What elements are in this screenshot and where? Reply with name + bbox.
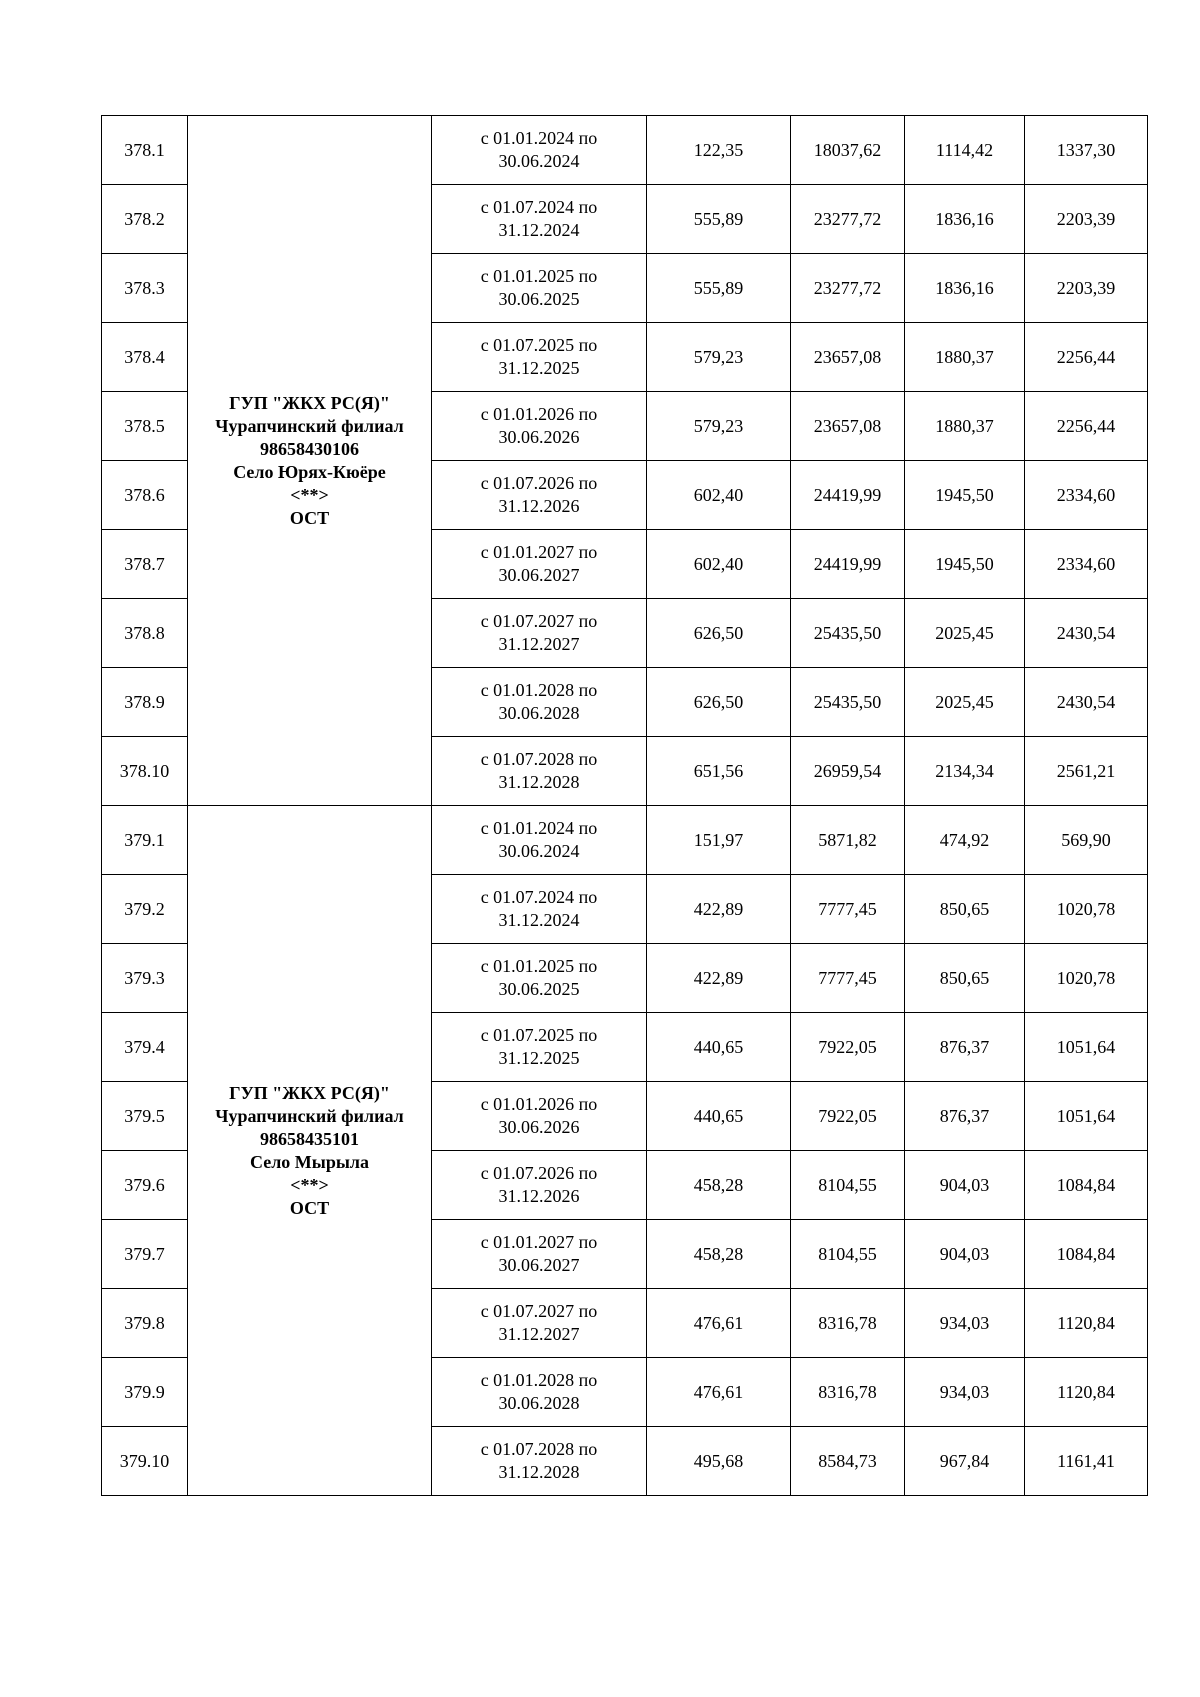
period-from: с 01.01.2024 по bbox=[480, 128, 598, 148]
value-col-4: 569,90 bbox=[1025, 806, 1148, 875]
value-col-3: 876,37 bbox=[905, 1013, 1025, 1082]
row-number: 379.8 bbox=[102, 1289, 188, 1358]
row-number: 378.3 bbox=[102, 254, 188, 323]
period-to: 31.12.2025 bbox=[498, 358, 580, 378]
value-col-3: 1945,50 bbox=[905, 461, 1025, 530]
value-col-1: 626,50 bbox=[647, 599, 791, 668]
value-col-1: 476,61 bbox=[647, 1358, 791, 1427]
period-to: 31.12.2026 bbox=[498, 1186, 580, 1206]
value-col-4: 2334,60 bbox=[1025, 461, 1148, 530]
value-col-2: 8316,78 bbox=[791, 1358, 905, 1427]
value-col-4: 1084,84 bbox=[1025, 1151, 1148, 1220]
period-cell bbox=[432, 875, 647, 944]
value-col-1: 122,35 bbox=[647, 116, 791, 185]
period-from: с 01.07.2024 по bbox=[480, 887, 598, 907]
value-col-3: 1836,16 bbox=[905, 254, 1025, 323]
value-col-1: 458,28 bbox=[647, 1151, 791, 1220]
value-col-2: 24419,99 bbox=[791, 461, 905, 530]
period-cell bbox=[432, 806, 647, 875]
value-col-3: 474,92 bbox=[905, 806, 1025, 875]
period-to: 30.06.2028 bbox=[498, 1393, 580, 1413]
value-col-3: 2025,45 bbox=[905, 599, 1025, 668]
value-col-1: 422,89 bbox=[647, 944, 791, 1013]
value-col-2: 8104,55 bbox=[791, 1151, 905, 1220]
value-col-2: 8316,78 bbox=[791, 1289, 905, 1358]
value-col-4: 1051,64 bbox=[1025, 1082, 1148, 1151]
organization-line2: Чурапчинский филиал bbox=[215, 415, 404, 436]
value-col-2: 25435,50 bbox=[791, 599, 905, 668]
period-from: с 01.07.2025 по bbox=[480, 335, 598, 355]
period-from: с 01.01.2027 по bbox=[480, 1232, 598, 1252]
period-from: с 01.01.2027 по bbox=[480, 542, 598, 562]
period-from: с 01.01.2025 по bbox=[480, 956, 598, 976]
value-col-1: 422,89 bbox=[647, 875, 791, 944]
value-col-1: 555,89 bbox=[647, 185, 791, 254]
value-col-3: 1945,50 bbox=[905, 530, 1025, 599]
period-to: 30.06.2025 bbox=[498, 289, 580, 309]
period-to: 30.06.2024 bbox=[498, 841, 580, 861]
period-to: 30.06.2027 bbox=[498, 565, 580, 585]
value-col-2: 18037,62 bbox=[791, 116, 905, 185]
period-to: 31.12.2027 bbox=[498, 1324, 580, 1344]
period-from: с 01.07.2026 по bbox=[480, 473, 598, 493]
period-from: с 01.07.2028 по bbox=[480, 749, 598, 769]
period-to: 31.12.2024 bbox=[498, 910, 580, 930]
period-from: с 01.07.2027 по bbox=[480, 1301, 598, 1321]
period-to: 31.12.2025 bbox=[498, 1048, 580, 1068]
period-cell bbox=[432, 461, 647, 530]
organization-line5: <**> bbox=[290, 1174, 329, 1195]
value-col-4: 2430,54 bbox=[1025, 599, 1148, 668]
period-from: с 01.01.2026 по bbox=[480, 404, 598, 424]
value-col-3: 850,65 bbox=[905, 875, 1025, 944]
value-col-4: 2256,44 bbox=[1025, 323, 1148, 392]
value-col-3: 904,03 bbox=[905, 1151, 1025, 1220]
period-cell bbox=[432, 1358, 647, 1427]
period-to: 31.12.2028 bbox=[498, 772, 580, 792]
value-col-4: 1120,84 bbox=[1025, 1289, 1148, 1358]
period-cell bbox=[432, 944, 647, 1013]
value-col-3: 876,37 bbox=[905, 1082, 1025, 1151]
value-col-3: 2025,45 bbox=[905, 668, 1025, 737]
organization-line3: 98658435101 bbox=[260, 1128, 359, 1149]
value-col-2: 8104,55 bbox=[791, 1220, 905, 1289]
value-col-1: 602,40 bbox=[647, 461, 791, 530]
period-to: 30.06.2028 bbox=[498, 703, 580, 723]
period-cell bbox=[432, 1220, 647, 1289]
value-col-2: 7777,45 bbox=[791, 944, 905, 1013]
row-number: 378.10 bbox=[102, 737, 188, 806]
value-col-4: 1337,30 bbox=[1025, 116, 1148, 185]
value-col-1: 602,40 bbox=[647, 530, 791, 599]
value-col-4: 1051,64 bbox=[1025, 1013, 1148, 1082]
organization-line6: ОСТ bbox=[289, 507, 330, 528]
value-col-1: 651,56 bbox=[647, 737, 791, 806]
period-from: с 01.07.2028 по bbox=[480, 1439, 598, 1459]
tariff-table bbox=[101, 115, 1148, 1496]
organization-line5: <**> bbox=[290, 484, 329, 505]
row-number: 378.2 bbox=[102, 185, 188, 254]
value-col-1: 440,65 bbox=[647, 1013, 791, 1082]
period-to: 30.06.2024 bbox=[498, 151, 580, 171]
organization-line2: Чурапчинский филиал bbox=[215, 1105, 404, 1126]
row-number: 378.6 bbox=[102, 461, 188, 530]
value-col-2: 25435,50 bbox=[791, 668, 905, 737]
row-number: 379.1 bbox=[102, 806, 188, 875]
value-col-2: 5871,82 bbox=[791, 806, 905, 875]
value-col-4: 1020,78 bbox=[1025, 875, 1148, 944]
value-col-3: 1114,42 bbox=[905, 116, 1025, 185]
period-cell bbox=[432, 116, 647, 185]
period-cell bbox=[432, 254, 647, 323]
period-cell bbox=[432, 1427, 647, 1496]
period-cell bbox=[432, 1151, 647, 1220]
organization-line1: ГУП "ЖКХ РС(Я)" bbox=[229, 392, 390, 413]
value-col-2: 8584,73 bbox=[791, 1427, 905, 1496]
value-col-2: 7777,45 bbox=[791, 875, 905, 944]
period-cell bbox=[432, 185, 647, 254]
period-to: 31.12.2024 bbox=[498, 220, 580, 240]
period-cell bbox=[432, 530, 647, 599]
value-col-1: 151,97 bbox=[647, 806, 791, 875]
row-number: 379.2 bbox=[102, 875, 188, 944]
value-col-2: 23657,08 bbox=[791, 323, 905, 392]
value-col-1: 579,23 bbox=[647, 392, 791, 461]
period-to: 31.12.2028 bbox=[498, 1462, 580, 1482]
value-col-3: 967,84 bbox=[905, 1427, 1025, 1496]
value-col-3: 904,03 bbox=[905, 1220, 1025, 1289]
value-col-3: 2134,34 bbox=[905, 737, 1025, 806]
value-col-1: 555,89 bbox=[647, 254, 791, 323]
row-number: 378.4 bbox=[102, 323, 188, 392]
period-from: с 01.07.2025 по bbox=[480, 1025, 598, 1045]
value-col-1: 476,61 bbox=[647, 1289, 791, 1358]
value-col-3: 934,03 bbox=[905, 1358, 1025, 1427]
period-from: с 01.07.2026 по bbox=[480, 1163, 598, 1183]
value-col-2: 23277,72 bbox=[791, 185, 905, 254]
period-cell bbox=[432, 1082, 647, 1151]
organization-line4: Село Мырыла bbox=[249, 1151, 369, 1172]
period-cell bbox=[432, 668, 647, 737]
organization-cell bbox=[188, 806, 432, 1496]
period-to: 30.06.2025 bbox=[498, 979, 580, 999]
value-col-4: 1120,84 bbox=[1025, 1358, 1148, 1427]
value-col-3: 1880,37 bbox=[905, 323, 1025, 392]
organization-line3: 98658430106 bbox=[260, 438, 359, 459]
row-number: 379.5 bbox=[102, 1082, 188, 1151]
period-from: с 01.01.2024 по bbox=[480, 818, 598, 838]
period-from: с 01.01.2025 по bbox=[480, 266, 598, 286]
value-col-4: 1020,78 bbox=[1025, 944, 1148, 1013]
row-number: 379.3 bbox=[102, 944, 188, 1013]
period-from: с 01.07.2027 по bbox=[480, 611, 598, 631]
period-to: 31.12.2027 bbox=[498, 634, 580, 654]
period-from: с 01.01.2028 по bbox=[480, 680, 598, 700]
value-col-1: 495,68 bbox=[647, 1427, 791, 1496]
table-row bbox=[102, 116, 1148, 185]
period-to: 30.06.2026 bbox=[498, 427, 580, 447]
value-col-4: 2203,39 bbox=[1025, 185, 1148, 254]
value-col-4: 2430,54 bbox=[1025, 668, 1148, 737]
table-row bbox=[102, 806, 1148, 875]
value-col-3: 1880,37 bbox=[905, 392, 1025, 461]
organization-line4: Село Юрях-Кюёре bbox=[233, 461, 386, 482]
value-col-1: 458,28 bbox=[647, 1220, 791, 1289]
value-col-3: 1836,16 bbox=[905, 185, 1025, 254]
row-number: 379.10 bbox=[102, 1427, 188, 1496]
value-col-1: 626,50 bbox=[647, 668, 791, 737]
organization-line1: ГУП "ЖКХ РС(Я)" bbox=[229, 1082, 390, 1103]
value-col-3: 934,03 bbox=[905, 1289, 1025, 1358]
value-col-4: 1084,84 bbox=[1025, 1220, 1148, 1289]
row-number: 378.9 bbox=[102, 668, 188, 737]
tariff-table-body bbox=[102, 116, 1148, 1496]
period-from: с 01.01.2026 по bbox=[480, 1094, 598, 1114]
value-col-2: 7922,05 bbox=[791, 1082, 905, 1151]
row-number: 378.8 bbox=[102, 599, 188, 668]
period-from: с 01.07.2024 по bbox=[480, 197, 598, 217]
period-to: 30.06.2026 bbox=[498, 1117, 580, 1137]
value-col-2: 23657,08 bbox=[791, 392, 905, 461]
value-col-4: 2203,39 bbox=[1025, 254, 1148, 323]
value-col-2: 23277,72 bbox=[791, 254, 905, 323]
period-to: 31.12.2026 bbox=[498, 496, 580, 516]
value-col-3: 850,65 bbox=[905, 944, 1025, 1013]
value-col-4: 1161,41 bbox=[1025, 1427, 1148, 1496]
row-number: 379.9 bbox=[102, 1358, 188, 1427]
value-col-2: 7922,05 bbox=[791, 1013, 905, 1082]
period-from: с 01.01.2028 по bbox=[480, 1370, 598, 1390]
period-cell bbox=[432, 1289, 647, 1358]
period-to: 30.06.2027 bbox=[498, 1255, 580, 1275]
value-col-4: 2334,60 bbox=[1025, 530, 1148, 599]
row-number: 379.6 bbox=[102, 1151, 188, 1220]
value-col-4: 2561,21 bbox=[1025, 737, 1148, 806]
row-number: 378.7 bbox=[102, 530, 188, 599]
organization-line6: ОСТ bbox=[289, 1197, 330, 1218]
row-number: 378.5 bbox=[102, 392, 188, 461]
row-number: 379.4 bbox=[102, 1013, 188, 1082]
row-number: 379.7 bbox=[102, 1220, 188, 1289]
row-number: 378.1 bbox=[102, 116, 188, 185]
period-cell bbox=[432, 599, 647, 668]
period-cell bbox=[432, 1013, 647, 1082]
period-cell bbox=[432, 392, 647, 461]
value-col-2: 24419,99 bbox=[791, 530, 905, 599]
value-col-2: 26959,54 bbox=[791, 737, 905, 806]
period-cell bbox=[432, 323, 647, 392]
value-col-1: 579,23 bbox=[647, 323, 791, 392]
organization-cell bbox=[188, 116, 432, 806]
value-col-1: 440,65 bbox=[647, 1082, 791, 1151]
value-col-4: 2256,44 bbox=[1025, 392, 1148, 461]
period-cell bbox=[432, 737, 647, 806]
